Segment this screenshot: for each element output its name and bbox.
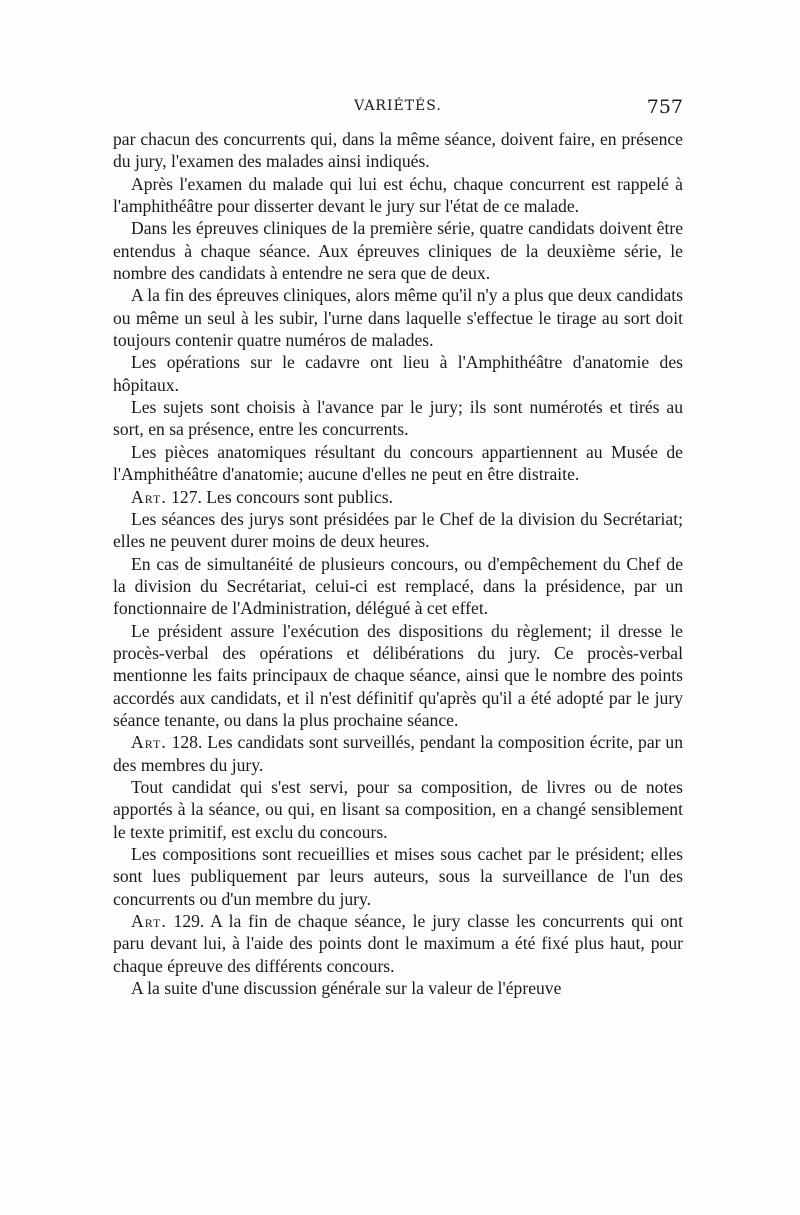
paragraph-anatomical-pieces: Les pièces anatomiques résultant du concours appartiennent au Musée de l'Amphithéâtre d'anatomie; aucune d'elles ne peut en être distraite. [113,441,683,485]
paragraph-final-discussion: A la suite d'une discussion générale sur la valeur de l'épreuve [131,978,562,999]
article-128-text: 128. Les candidats sont surveillés, pendant la composition écrite, par un des membres du jury. [113,732,683,775]
paragraph-urn-draw: A la fin des épreuves cliniques, alors même qu'il n'y a plus que deux candidats ou même un seul à les subir, l'urne dans laquelle s'effectue le tirage au sort doit toujours contenir quatre numéros de malades. [113,285,683,351]
paragraph-president-duties: Le président assure l'exécution des dispositions du règlement; il dresse le procès-verbal des opérations et délibérations du jury. Ce procès-verbal mentionne les faits principaux de chaque séance, ainsi que le nombre des points accordés aux candidats, et il n'est définitif qu'après qu'il a été adopté par le jury séance tenante, ou dans la plus prochaine séance. [113,620,683,730]
paragraph-continued: par chacun des concurrents qui, dans la même séance, doivent faire, en présence du jury, l'examen des malades ainsi indiqués. [113,129,683,172]
article-128 [113,731,683,776]
page-number: 757 [646,96,683,118]
paragraph-exclusion: Tout candidat qui s'est servi, pour sa composition, de livres ou de notes apportés à la séance, ou qui, en lisant sa composition, en a changé sensiblement le texte primitif, est exclu du concours. [113,776,683,842]
body-text [113,128,683,999]
paragraph-cadaver-operations: Les opérations sur le cadavre ont lieu à l'Amphithéâtre d'anatomie des hôpitaux. [113,352,683,395]
paragraph-bedside-examination: Après l'examen du malade qui lui est échu, chaque concurrent est rappelé à l'amphithéâtre pour disserter devant le jury sur l'état de ce malade. [113,173,683,217]
paragraph-replacement: En cas de simultanéité de plusieurs concours, ou d'empêchement du Chef de la division du Secrétariat, celui-ci est remplacé, dans la présidence, par un fonctionnaire de l'Administration, délégué à cet effet. [113,553,683,619]
paragraph-subjects: Les sujets sont choisis à l'avance par le jury; ils sont numérotés et tirés au sort, en sa présence, entre les concurrents. [113,397,683,440]
article-129 [113,910,683,977]
paragraph-compositions: Les compositions sont recueillies et mises sous cachet par le président; elles sont lues publiquement par leurs auteurs, sous la surveillance de l'un des concurrents ou d'un membre du jury. [113,844,683,909]
article-129-label: Art. [131,911,167,932]
article-127-text: 127. Les concours sont publics. [166,486,393,507]
article-127 [113,486,683,508]
running-title: VARIÉTÉS. [354,98,442,114]
paragraph-clinical-series: Dans les épreuves cliniques de la première série, quatre candidats doivent être entendus à chaque séance. Aux épreuves cliniques de la deuxième série, le nombre des candidats à entendre ne sera que de deux. [113,218,683,284]
paragraph-jury-sessions: Les séances des jurys sont présidées par le Chef de la division du Secrétariat; elles ne peuvent durer moins de deux heures. [113,508,683,552]
running-head [113,96,683,124]
article-127-label: Art. [131,486,167,507]
article-128-label: Art. [131,732,167,753]
article-129-text: 129. A la fin de chaque séance, le jury classe les concurrents qui ont paru devant lui, à l'aide des points dont le maximum a été fixé plus haut, pour chaque épreuve des différents concours. [113,911,683,976]
